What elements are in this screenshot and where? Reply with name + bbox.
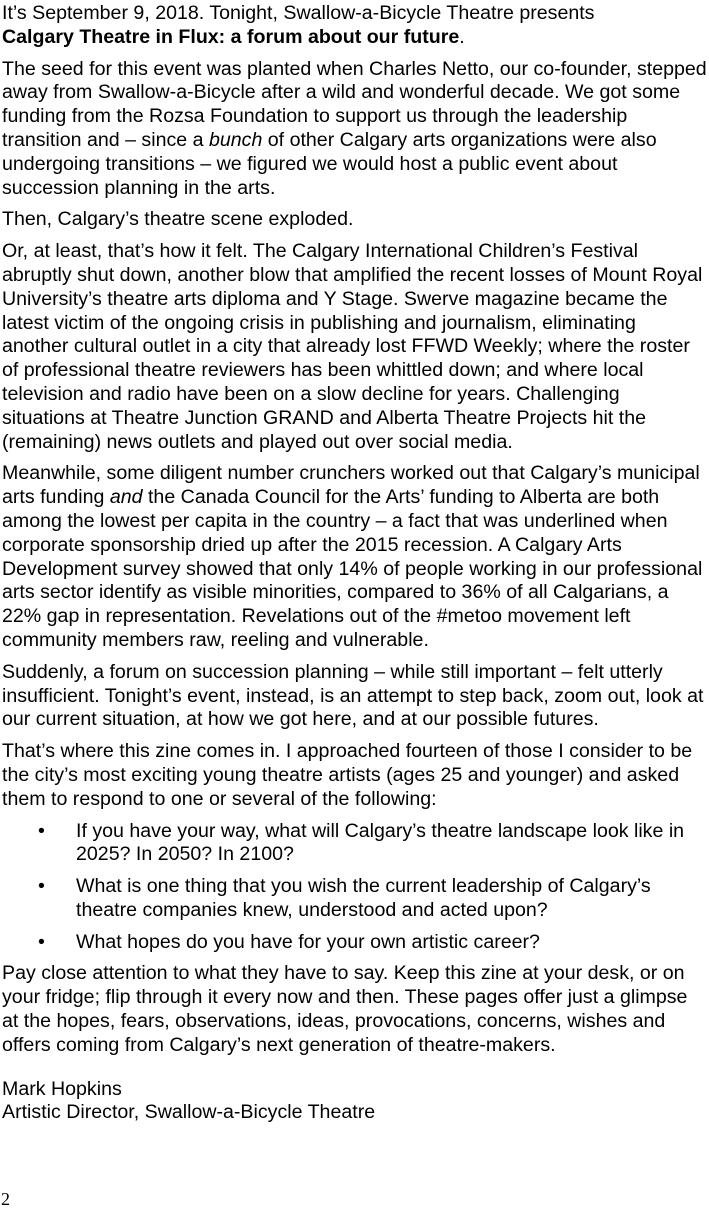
paragraph-losses: Or, at least, that’s how it felt. The Calgary International Children’s Festival abruptly shut down, another blow that amplified the recent losses of Mount Royal University’s theatre arts diploma and Y Stage. Swerve magazine became the latest victim of the ongoing crisis in publishing and journalism, eliminating another cultural outlet in a city that already lost FFWD Weekly; where the roster of professional theatre reviewers has been whittled down; and where local television and radio have been on a slow decline for years. Challenging situations at Theatre Junction GRAND and Alberta Theatre Projects hit the (remaining) news outlets and played out over social media. [2,240,703,453]
emphasis-and: and [109,486,143,509]
prompt-list [2,820,707,955]
emphasis-bunch: bunch [208,128,263,151]
paragraph-origin: The seed for this event was planted when Charles Netto, our co-founder, stepped away from Swallow-a-Bicycle after a wild and wonderful decade. We got some funding from the Rozsa Foundation to support us through the leadership transition and – since a bunch of other Calgary arts organizations were also undergoing transitions – we figured we would host a public event about succession planning in the arts. [2,57,707,199]
intro-paragraph [2,2,707,50]
list-item: • What hopes do you have for your own artistic career? [38,930,540,953]
document-page [2,2,707,1125]
bullet-icon: • [38,930,45,953]
signature-name: Mark Hopkins [2,1077,122,1100]
paragraph-funding: Meanwhile, some diligent number crunchers worked out that Calgary’s municipal arts funding and the Canada Council for the Arts’ funding to Alberta are both among the lowest per capita in the country – a fact that was underlined when corporate sponsorship dried up after the 2015 recession. A Calgary Arts Development survey showed that only 14% of people working in our professional arts sector identify as visible minorities, compared to 36% of all Calgarians, a 22% gap in representation. Revelations out of the #metoo movement left community members raw, reeling and vulnerable. [2,462,703,651]
bullet-icon: • [38,875,45,898]
paragraph-closing: Pay close attention to what they have to say. Keep this zine at your desk, or on your fridge; flip through it every now and then. These pages offer just a glimpse at the hopes, fears, observations, ideas, provocations, concerns, wishes and offers coming from Calgary’s next generation of theatre-makers. [2,962,688,1056]
bullet-icon: • [38,819,45,842]
paragraph-insufficient: Suddenly, a forum on succession planning – while still important – felt utterly insufficient. Tonight’s event, instead, is an attempt to step back, zoom out, look at our current situation, at how we got here, and at our possible futures. [2,660,704,731]
event-title: Calgary Theatre in Flux: a forum about our future [2,25,460,48]
paragraph-zine: That’s where this zine comes in. I approached fourteen of those I consider to be the city’s most exciting young theatre artists (ages 25 and younger) and asked them to respond to one or several of the following: [2,740,693,810]
list-item: • What is one thing that you wish the current leadership of Calgary’s theatre companies knew, understood and acted upon? [38,875,651,921]
list-item: • If you have your way, what will Calgary’s theatre landscape look like in 2025? In 2050? In 2100? [38,819,685,866]
paragraph-exploded: Then, Calgary’s theatre scene exploded. [2,208,354,231]
intro-end-punctuation: . [459,25,465,48]
page-number: 2 [1,1189,10,1209]
signature-title: Artistic Director, Swallow-a-Bicycle Theatre [2,1101,376,1124]
signature-block [2,1078,707,1126]
intro-line: It’s September 9, 2018. Tonight, Swallow-a-Bicycle Theatre presents [2,2,595,24]
